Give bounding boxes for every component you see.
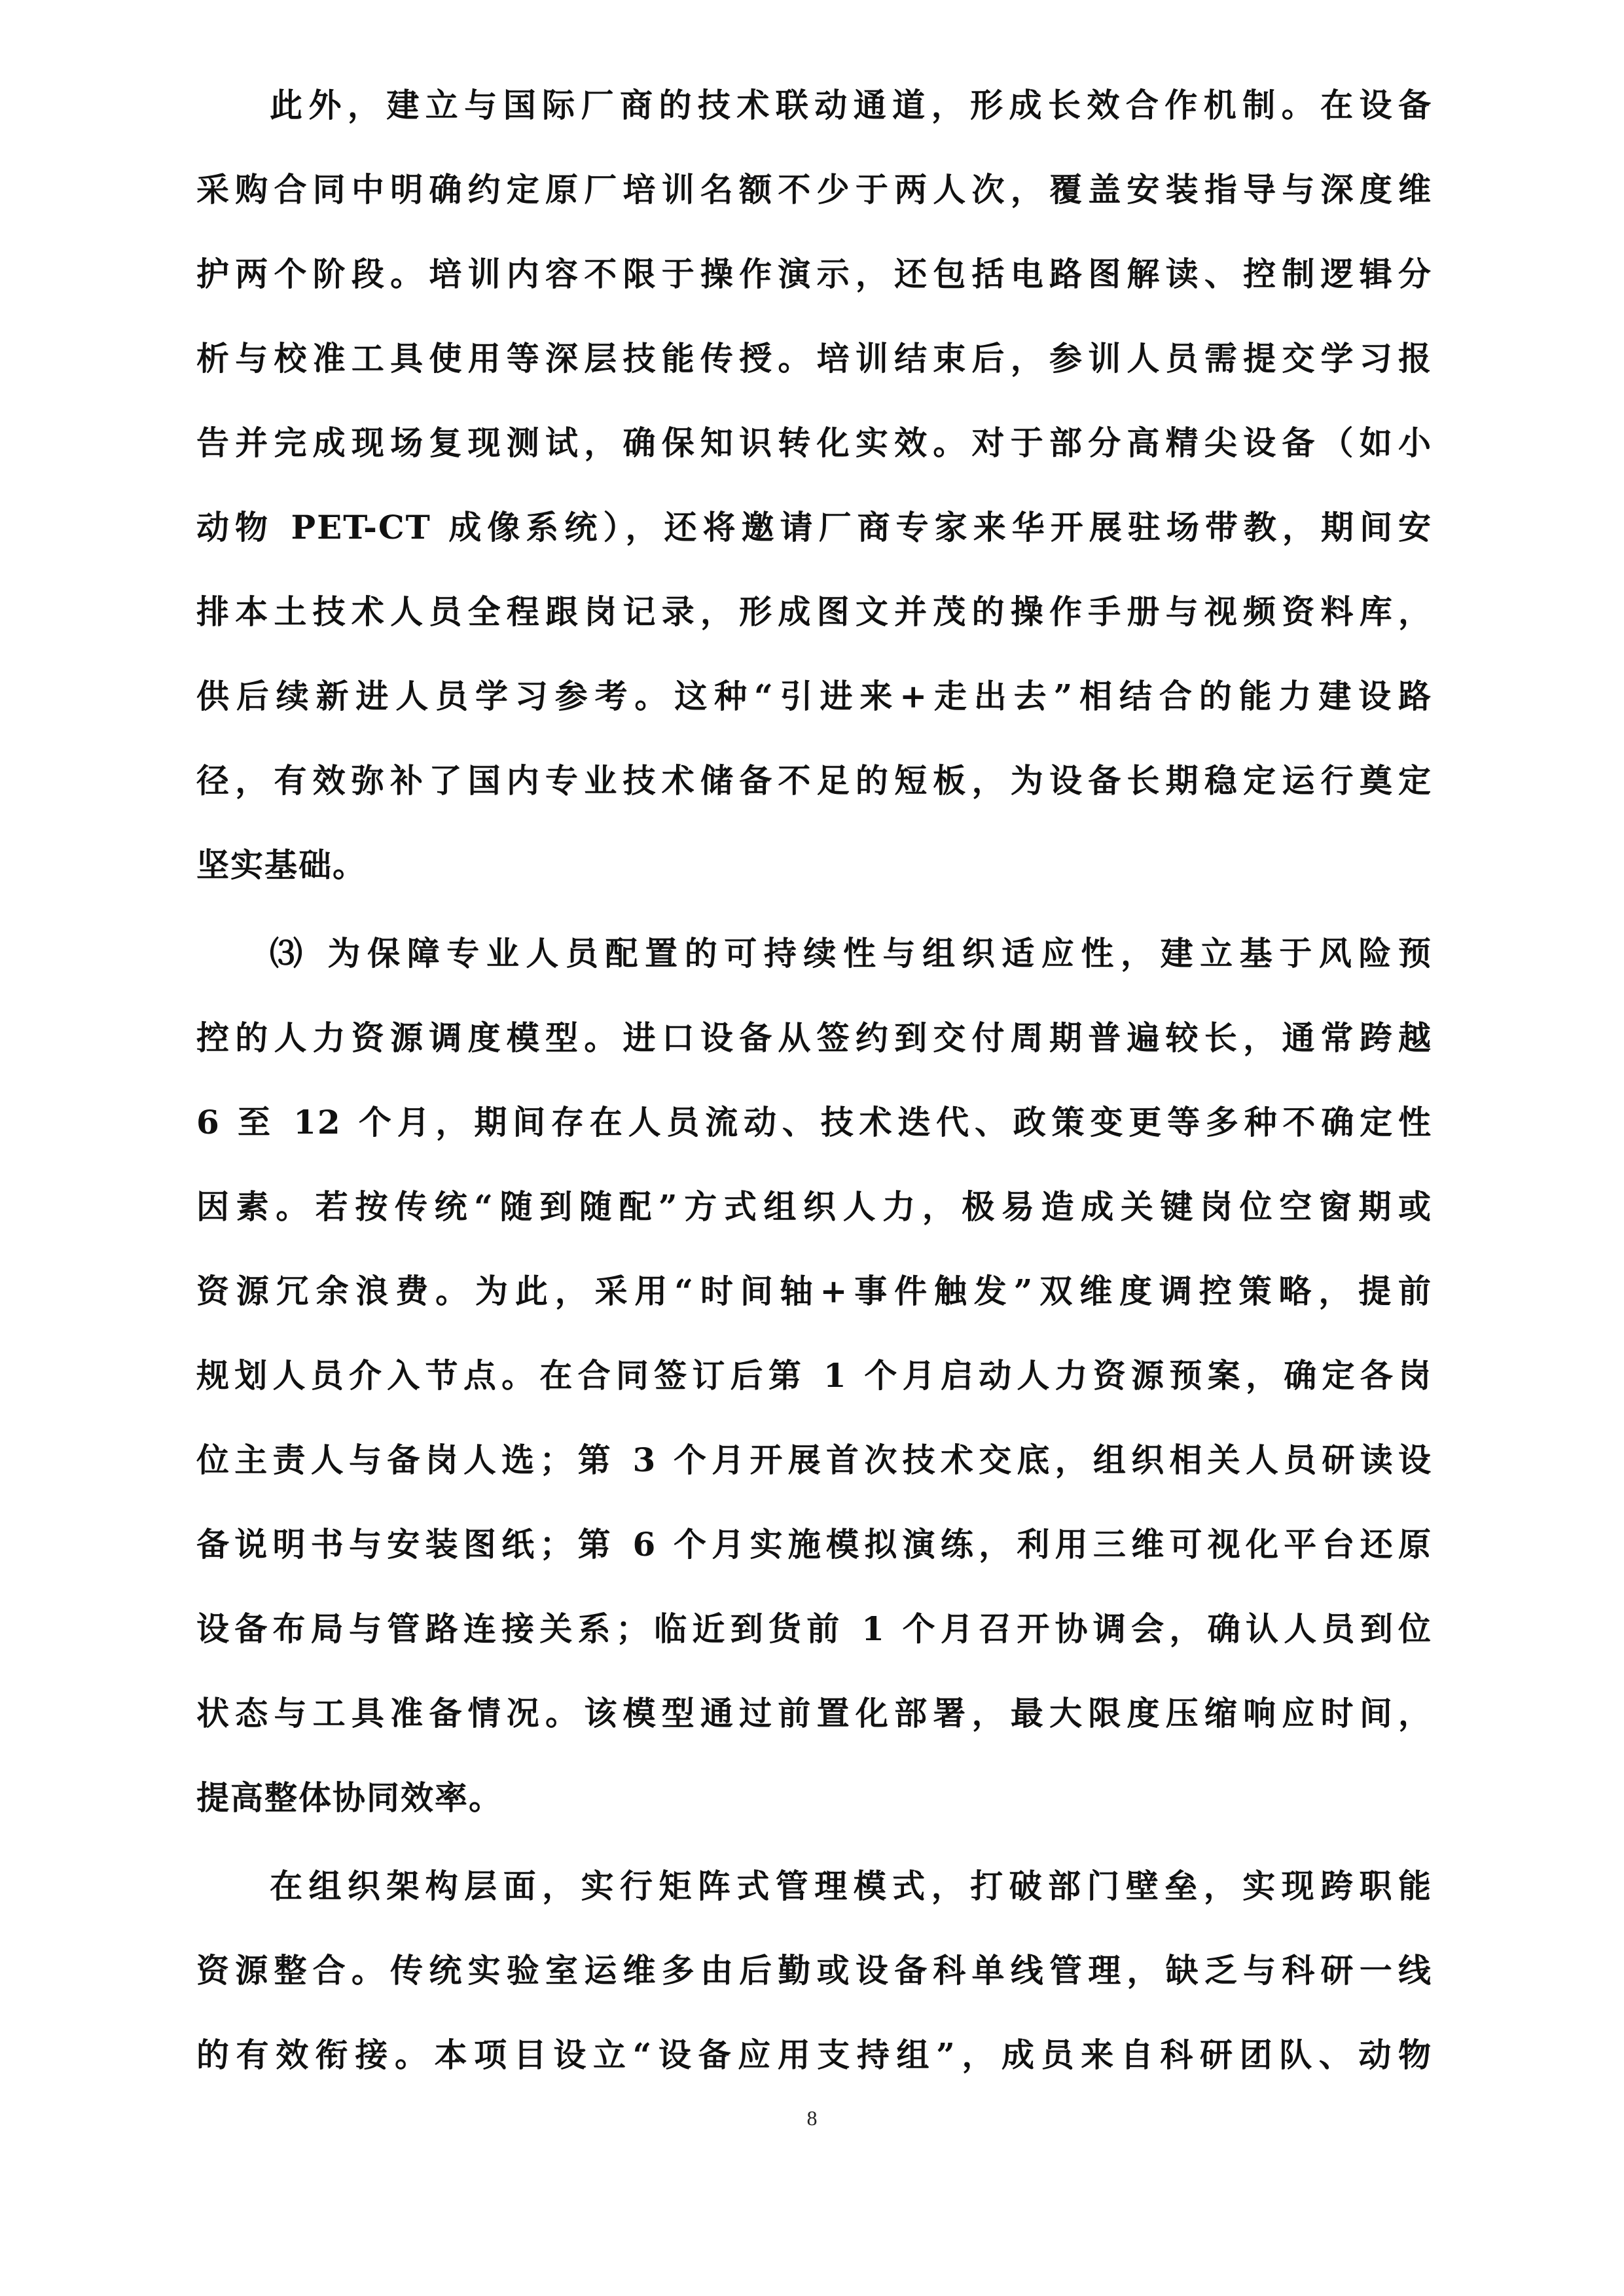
text-line: 资源冗余浪费。为此，采用“时间轴+事件触发”双维度调控策略，提前 (196, 1272, 1432, 1310)
text-line: 供后续新进人员学习参考。这种“引进来+走出去”相结合的能力建设路 (196, 677, 1432, 715)
text-line: 规划人员介入节点。在合同签订后第 1 个月启动人力资源预案，确定各岗 (196, 1356, 1432, 1395)
text-line: ⑶ 为保障专业人员配置的可持续性与组织适应性，建立基于风险预 (270, 934, 1432, 973)
text-line: 告并完成现场复现测试，确保知识转化实效。对于部分高精尖设备（如小 (196, 423, 1432, 462)
text-line: 备说明书与安装图纸；第 6 个月实施模拟演练，利用三维可视化平台还原 (196, 1525, 1432, 1564)
text-line: 资源整合。传统实验室运维多由后勤或设备科单线管理，缺乏与科研一线 (196, 1951, 1432, 1990)
text-line: 在组织架构层面，实行矩阵式管理模式，打破部门壁垒，实现跨职能 (270, 1867, 1432, 1905)
text-line: 因素。若按传统“随到随配”方式组织人力，极易造成关键岗位空窗期或 (196, 1187, 1432, 1226)
text-line: 护两个阶段。培训内容不限于操作演示，还包括电路图解读、控制逻辑分 (196, 255, 1432, 293)
text-line: 析与校准工具使用等深层技能传授。培训结束后，参训人员需提交学习报 (196, 339, 1432, 378)
text-line: 设备布局与管路连接关系；临近到货前 1 个月召开协调会，确认人员到位 (196, 1609, 1432, 1648)
body-text (196, 63, 1432, 2097)
page-number: 8 (806, 2106, 818, 2130)
text-line: 此外，建立与国际厂商的技术联动通道，形成长效合作机制。在设备 (270, 86, 1432, 124)
text-line: 的有效衔接。本项目设立“设备应用支持组”，成员来自科研团队、动物 (196, 2036, 1432, 2074)
text-line: 6 至 12 个月，期间存在人员流动、技术迭代、政策变更等多种不确定性 (196, 1103, 1432, 1141)
text-line: 动物 PET-CT 成像系统），还将邀请厂商专家来华开展驻场带教，期间安 (196, 508, 1432, 547)
text-line: 坚实基础。 (196, 846, 367, 884)
text-line: 状态与工具准备情况。该模型通过前置化部署，最大限度压缩响应时间， (196, 1694, 1432, 1732)
text-line: 排本土技术人员全程跟岗记录，形成图文并茂的操作手册与视频资料库， (196, 592, 1432, 631)
text-line: 提高整体协同效率。 (196, 1778, 503, 1817)
text-line: 位主责人与备岗人选；第 3 个月开展首次技术交底，组织相关人员研读设 (196, 1441, 1432, 1479)
text-line: 采购合同中明确约定原厂培训名额不少于两人次，覆盖安装指导与深度维 (196, 170, 1432, 209)
text-line: 径，有效弥补了国内专业技术储备不足的短板，为设备长期稳定运行奠定 (196, 761, 1432, 800)
text-line: 控的人力资源调度模型。进口设备从签约到交付周期普遍较长，通常跨越 (196, 1018, 1432, 1057)
